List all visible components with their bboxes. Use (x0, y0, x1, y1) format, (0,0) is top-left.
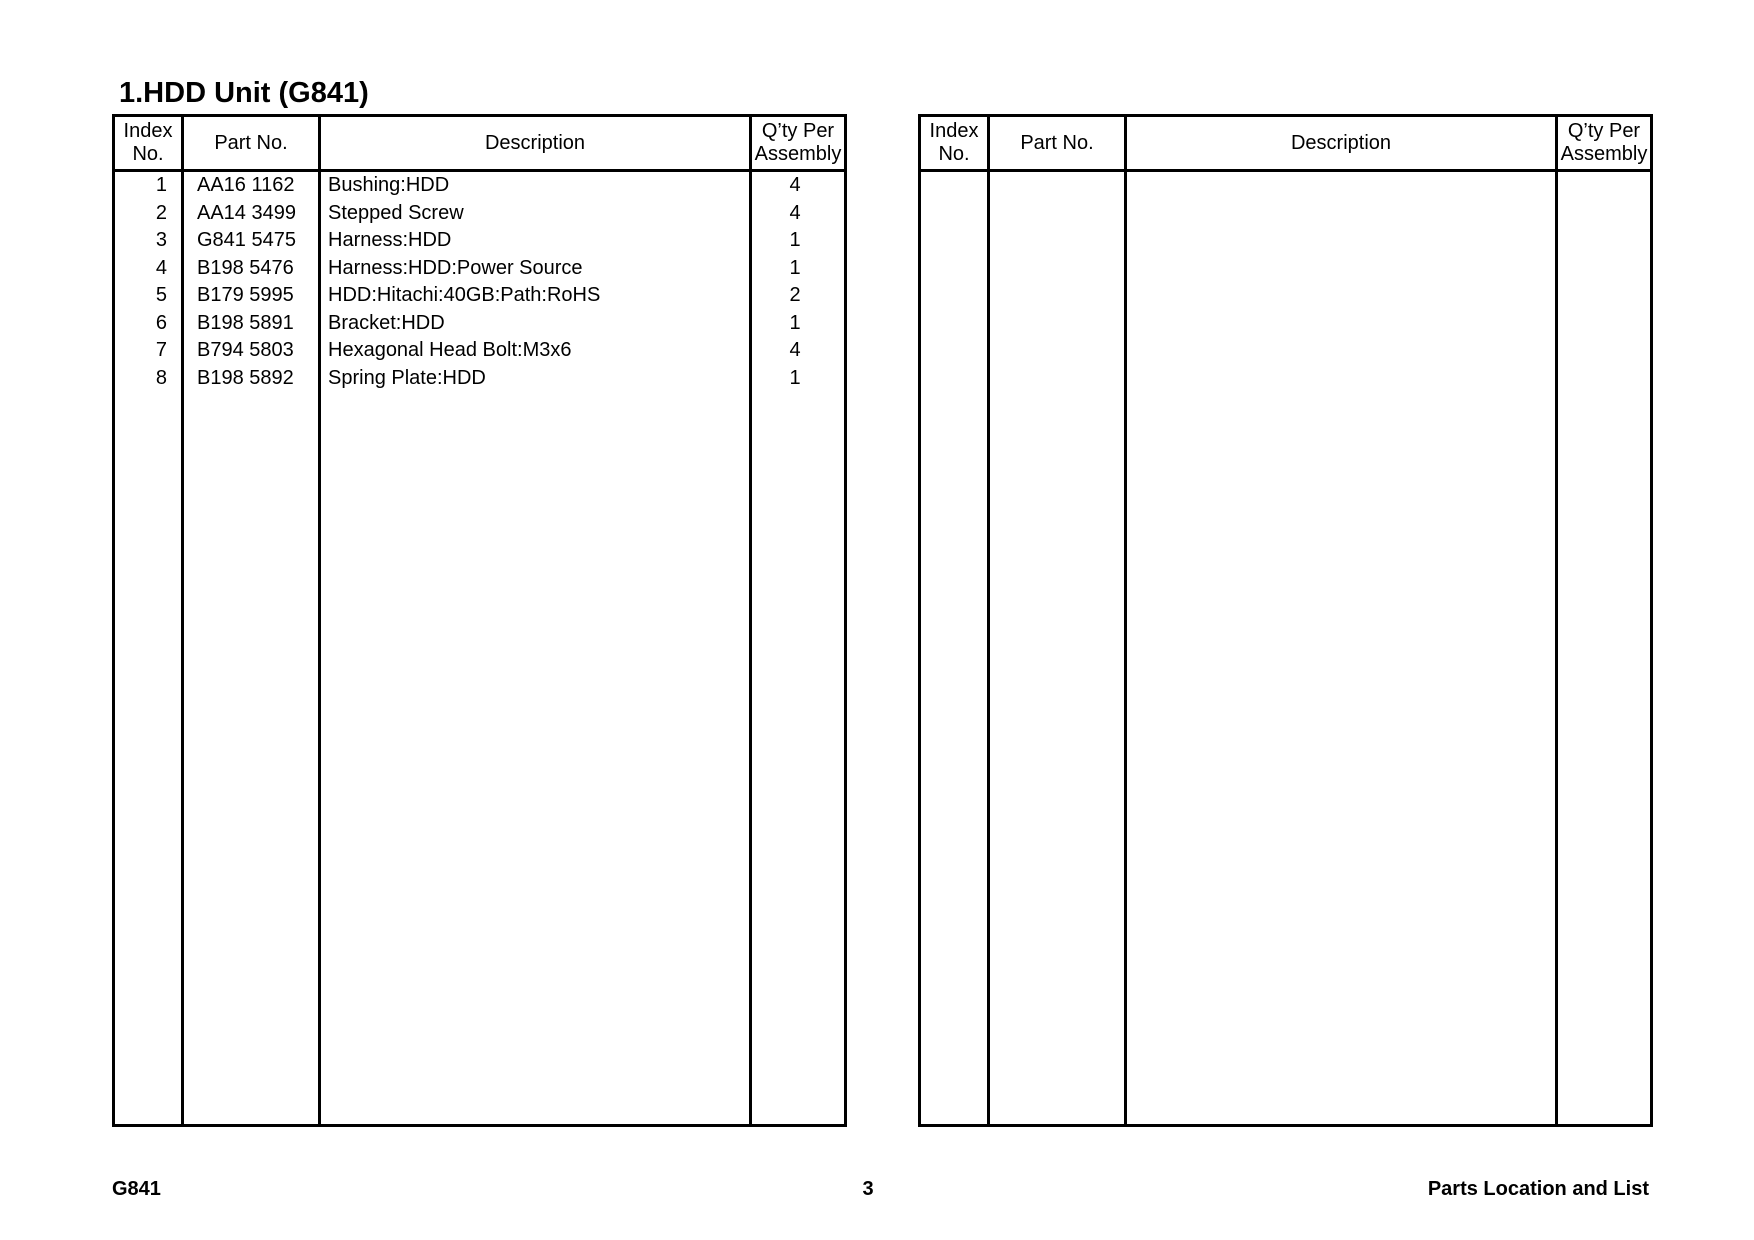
cell-qty: 1 (789, 366, 801, 389)
cell-index: 7 (155, 339, 167, 361)
column-divider (1124, 117, 1127, 1124)
cell-description: Bushing:HDD (328, 174, 450, 196)
parts-table-right (918, 114, 1653, 1127)
cell-part-no: B198 5892 (197, 366, 294, 389)
footer-model: G841 (112, 1178, 161, 1200)
cell-qty: 1 (789, 311, 801, 334)
cell-qty: 4 (789, 174, 801, 196)
cell-part-no: B179 5995 (197, 284, 294, 306)
cell-qty: 2 (789, 284, 801, 306)
cell-description: Bracket:HDD (328, 311, 445, 334)
cell-index: 8 (155, 366, 167, 389)
header-part-no: Part No. (1020, 131, 1094, 154)
cell-description: HDD:Hitachi:40GB:Path:RoHS (328, 284, 601, 306)
cell-description: Stepped Screw (328, 201, 464, 224)
cell-index: 4 (155, 256, 167, 279)
header-part-no: Part No. (214, 131, 288, 154)
cell-description: Harness:HDD:Power Source (328, 256, 583, 279)
table-row (115, 282, 844, 310)
cell-index: 1 (155, 174, 167, 196)
footer-section-title: Parts Location and List (1427, 1178, 1649, 1200)
header-qty: Q’ty Per Assembly (754, 120, 842, 165)
cell-index: 5 (155, 284, 167, 306)
cell-qty: 4 (789, 201, 801, 224)
table-row (115, 200, 844, 228)
header-description: Description (1290, 131, 1392, 154)
table-row (115, 172, 844, 200)
cell-qty: 1 (789, 256, 801, 279)
table-row (115, 227, 844, 255)
header-index: Index No. (123, 120, 173, 165)
header-divider (921, 169, 1650, 172)
cell-part-no: AA16 1162 (197, 174, 295, 196)
cell-index: 3 (155, 229, 167, 251)
column-divider (1555, 117, 1558, 1124)
cell-description: Hexagonal Head Bolt:M3x6 (328, 339, 572, 361)
column-divider (987, 117, 990, 1124)
cell-part-no: B198 5476 (197, 256, 294, 279)
table-row (115, 365, 844, 393)
table-row (115, 255, 844, 283)
cell-index: 2 (155, 201, 167, 224)
table-body (115, 172, 844, 392)
table-row (115, 310, 844, 338)
cell-description: Spring Plate:HDD (328, 366, 486, 389)
page-title: 1.HDD Unit (G841) (119, 77, 369, 109)
header-index: Index No. (929, 120, 979, 165)
cell-part-no: B198 5891 (197, 311, 294, 334)
cell-qty: 4 (789, 339, 801, 361)
header-qty: Q’ty Per Assembly (1560, 120, 1648, 165)
parts-table-left (112, 114, 847, 1127)
header-description: Description (484, 131, 586, 154)
footer-page-number: 3 (862, 1178, 874, 1200)
cell-part-no: AA14 3499 (197, 201, 296, 224)
cell-part-no: B794 5803 (197, 339, 294, 361)
table-row (115, 337, 844, 365)
cell-part-no: G841 5475 (197, 229, 296, 251)
cell-description: Harness:HDD (328, 229, 452, 251)
cell-index: 6 (155, 311, 167, 334)
cell-qty: 1 (789, 229, 801, 251)
